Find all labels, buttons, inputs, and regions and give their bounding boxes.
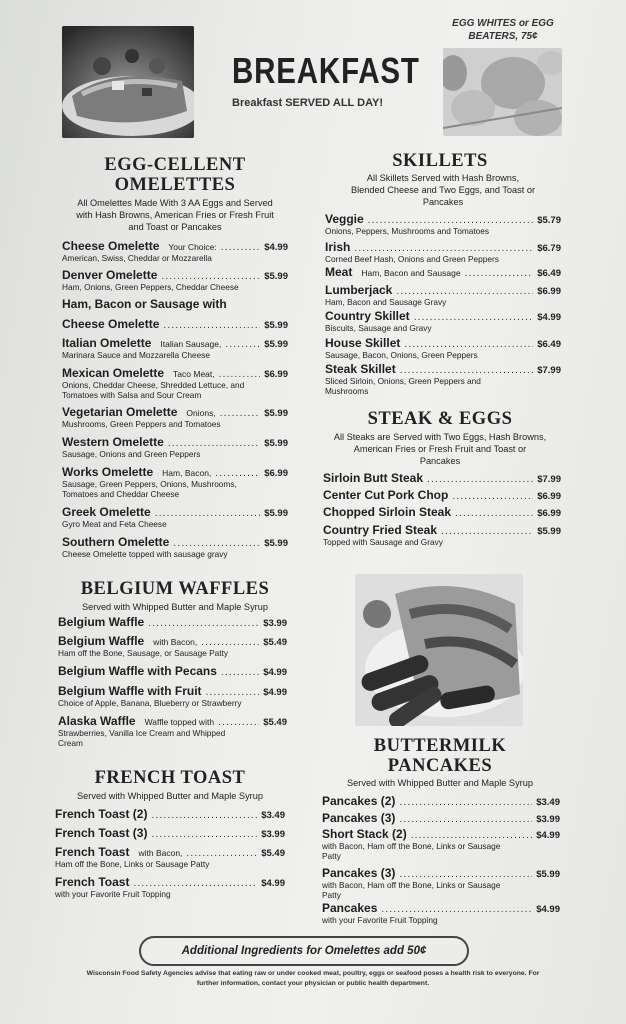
dot-leader xyxy=(381,904,532,915)
dot-leader xyxy=(399,814,532,825)
menu-item xyxy=(62,336,288,360)
menu-item xyxy=(325,309,561,333)
menu-item-row xyxy=(58,634,287,648)
menu-item-description: Ham off the Bone, Links or Sausage Patty xyxy=(55,859,210,869)
menu-item-price: $7.99 xyxy=(537,474,561,485)
menu-item-description: Sausage, Bacon, Onions, Green Peppers xyxy=(325,350,478,360)
dot-leader xyxy=(465,268,534,279)
menu-item-name: Greek Omelette xyxy=(62,505,151,519)
dot-leader xyxy=(215,468,260,479)
menu-item-price: $7.99 xyxy=(537,365,561,376)
menu-item-name: Belgium Waffle xyxy=(58,615,145,629)
menu-item-description: Gyro Meat and Feta Cheese xyxy=(62,519,167,529)
menu-item-name: Pancakes xyxy=(322,901,378,915)
menu-item-row xyxy=(58,615,287,629)
menu-item-row xyxy=(58,714,287,728)
menu-item-name: French Toast xyxy=(55,845,130,859)
menu-item-row xyxy=(322,866,560,880)
menu-item-row xyxy=(62,297,288,311)
omelette-photo xyxy=(62,26,194,138)
menu-item-description: with your Favorite Fruit Topping xyxy=(55,889,171,899)
dot-leader xyxy=(151,810,257,821)
menu-item-name: Steak Skillet xyxy=(325,362,396,376)
menu-item-name: Denver Omelette xyxy=(62,268,158,282)
menu-item-price: $5.49 xyxy=(263,717,287,728)
menu-item-name: Vegetarian Omelette xyxy=(62,405,178,419)
menu-item-price: $5.99 xyxy=(264,408,288,419)
menu-item-row xyxy=(62,435,288,449)
menu-item-description: Ham off the Bone, Sausage, or Sausage Patty xyxy=(58,648,229,658)
menu-item xyxy=(58,634,287,658)
menu-item-name: French Toast (3) xyxy=(55,826,148,840)
omelettes-heading: EGG-CELLENT OMELETTES xyxy=(104,155,246,195)
menu-item-description: Mushrooms, Green Peppers and Tomatoes xyxy=(62,419,221,429)
dot-leader xyxy=(151,829,257,840)
omelettes-description: All Omelettes Made With 3 AA Eggs and Served with Hash Browns, American Fries or Fresh Fruit and Toast or Pancakes xyxy=(76,198,274,232)
dot-leader xyxy=(221,667,259,678)
menu-item-price: $5.99 xyxy=(536,869,560,880)
menu-item-name: Lumberjack xyxy=(325,283,393,297)
menu-item-price: $5.99 xyxy=(264,438,288,449)
menu-item xyxy=(322,811,560,825)
dot-leader xyxy=(173,538,260,549)
pancakes-heading: BUTTERMILK PANCAKES xyxy=(373,736,507,776)
menu-item xyxy=(322,901,560,925)
menu-item xyxy=(325,240,561,264)
menu-item-note: Ham, Bacon, xyxy=(162,468,212,478)
dot-leader xyxy=(414,312,534,323)
menu-item-name: Cheese Omelette xyxy=(62,317,160,331)
menu-item-name: Alaska Waffle xyxy=(58,714,136,728)
menu-item-price: $3.49 xyxy=(261,810,285,821)
menu-item-name: Country Fried Steak xyxy=(323,523,438,537)
menu-item-description: Ham, Onions, Green Peppers, Cheddar Cheese xyxy=(62,282,239,292)
dot-leader xyxy=(225,339,260,350)
menu-item xyxy=(325,283,561,307)
menu-item-note: Waffle topped with xyxy=(144,717,215,727)
menu-item-name: Belgium Waffle with Fruit xyxy=(58,684,202,698)
menu-item xyxy=(325,265,561,279)
menu-item-description: Sausage, Green Peppers, Onions, Mushrooms, Tomatoes and Cheddar Cheese xyxy=(62,479,237,499)
menu-item xyxy=(323,505,561,519)
menu-item-row xyxy=(62,366,288,380)
menu-item xyxy=(58,664,287,678)
menu-item-price: $4.99 xyxy=(263,667,287,678)
menu-item-note: with Bacon, xyxy=(138,848,183,858)
menu-item-row xyxy=(325,309,561,323)
menu-item xyxy=(62,297,288,311)
egg-whites-note: EGG WHITES or EGG BEATERS, 75¢ xyxy=(452,18,554,42)
menu-item-row xyxy=(58,664,287,678)
menu-item-price: $5.79 xyxy=(537,215,561,226)
menu-item xyxy=(323,471,561,485)
menu-item xyxy=(62,435,288,459)
menu-item-price: $4.99 xyxy=(536,904,560,915)
menu-item xyxy=(62,268,288,292)
menu-item-price: $5.99 xyxy=(537,526,561,537)
dot-leader xyxy=(354,243,533,254)
dot-leader xyxy=(396,286,533,297)
menu-item-price: $6.99 xyxy=(264,369,288,380)
menu-item-row xyxy=(322,794,560,808)
menu-item-description: American, Swiss, Cheddar or Mozzarella xyxy=(62,253,212,263)
menu-item xyxy=(62,505,288,529)
pancakes-sausage-photo xyxy=(355,574,523,726)
menu-item-row xyxy=(323,471,561,485)
menu-item-price: $5.99 xyxy=(264,271,288,282)
menu-item-price: $6.99 xyxy=(264,468,288,479)
pancakes-description: Served with Whipped Butter and Maple Syrup xyxy=(347,778,533,788)
menu-item xyxy=(325,362,561,396)
menu-item-name: Pancakes (2) xyxy=(322,794,396,808)
dot-leader xyxy=(368,215,534,226)
dot-leader xyxy=(148,618,259,629)
menu-item-name: Chopped Sirloin Steak xyxy=(323,505,452,519)
menu-item-row xyxy=(322,827,560,841)
menu-item-price: $5.99 xyxy=(264,508,288,519)
menu-item xyxy=(322,794,560,808)
steak-eggs-description: All Steaks are Served with Two Eggs, Hash Browns, American Fries or Fresh Fruit and Toast or Pancakes xyxy=(333,432,547,466)
menu-item-name: Works Omelette xyxy=(62,465,154,479)
dot-leader xyxy=(441,526,533,537)
menu-item-price: $4.99 xyxy=(537,312,561,323)
menu-item-name: French Toast xyxy=(55,875,130,889)
menu-item-name: Italian Omelette xyxy=(62,336,152,350)
menu-item xyxy=(58,615,287,629)
menu-item-description: Ham, Bacon and Sausage Gravy xyxy=(325,297,447,307)
menu-item-name: Ham, Bacon or Sausage with xyxy=(62,297,227,311)
menu-item xyxy=(323,523,561,547)
menu-item-row xyxy=(55,826,285,840)
dot-leader xyxy=(161,271,260,282)
menu-item-price: $5.99 xyxy=(264,538,288,549)
menu-item-name: Belgium Waffle with Pecans xyxy=(58,664,217,678)
menu-item-note: Italian Sausage, xyxy=(160,339,222,349)
menu-item-description: Onions, Peppers, Mushrooms and Tomatoes xyxy=(325,226,490,236)
menu-item-name: Meat xyxy=(325,265,353,279)
menu-item-name: Veggie xyxy=(325,212,364,226)
menu-item-name: Belgium Waffle xyxy=(58,634,145,648)
additional-ingredients-note: Additional Ingredients for Omelettes add 50¢ xyxy=(139,936,469,966)
menu-item xyxy=(55,826,285,840)
dot-leader xyxy=(399,869,532,880)
menu-item-price: $5.49 xyxy=(263,637,287,648)
menu-item-description: Topped with Sausage and Gravy xyxy=(323,537,443,547)
menu-item-row xyxy=(62,268,288,282)
waffles-heading: BELGIUM WAFFLES xyxy=(80,579,270,599)
menu-item-description: Biscuits, Sausage and Gravy xyxy=(325,323,432,333)
menu-item-note: Your Choice: xyxy=(168,242,217,252)
menu-item-description: with Bacon, Ham off the Bone, Links or Sausage Patty xyxy=(322,841,501,861)
menu-item-name: Pancakes (3) xyxy=(322,866,396,880)
dot-leader xyxy=(219,369,261,380)
menu-item-description: Choice of Apple, Banana, Blueberry or Strawberry xyxy=(58,698,242,708)
menu-item-price: $5.49 xyxy=(261,848,285,859)
menu-item xyxy=(62,366,288,400)
menu-item-row xyxy=(325,283,561,297)
menu-item-price: $6.49 xyxy=(537,339,561,350)
menu-item xyxy=(325,336,561,360)
menu-item-price: $6.99 xyxy=(537,508,561,519)
menu-item-row xyxy=(325,212,561,226)
menu-item-price: $6.49 xyxy=(537,268,561,279)
menu-item-row xyxy=(325,265,561,279)
menu-item xyxy=(322,866,560,900)
menu-item-row xyxy=(62,465,288,479)
menu-item-price: $4.99 xyxy=(261,878,285,889)
page-subtitle: Breakfast SERVED ALL DAY! xyxy=(232,97,383,109)
menu-item xyxy=(62,239,288,263)
menu-item-row xyxy=(55,875,285,889)
menu-item-price: $5.99 xyxy=(264,320,288,331)
dot-leader xyxy=(163,320,260,331)
food-safety-disclaimer: Wisconsin Food Safety Agencies advise that eating raw or under cooked meat, poultry, eggs or seafood poses a health risk to everyone. For further information, contact your physician or public health department. xyxy=(86,970,540,987)
dot-leader xyxy=(201,637,259,648)
skillets-heading: SKILLETS xyxy=(392,151,488,171)
dot-leader xyxy=(218,717,259,728)
dot-leader xyxy=(404,339,533,350)
menu-item xyxy=(323,488,561,502)
menu-item-row xyxy=(62,239,288,253)
menu-item-description: Marinara Sauce and Mozzarella Cheese xyxy=(62,350,211,360)
dot-leader xyxy=(155,508,261,519)
menu-item-row xyxy=(62,405,288,419)
menu-item-name: Center Cut Pork Chop xyxy=(323,488,449,502)
menu-item-description: with your Favorite Fruit Topping xyxy=(322,915,438,925)
menu-item-name: Cheese Omelette xyxy=(62,239,160,253)
dot-leader xyxy=(133,878,257,889)
menu-item xyxy=(62,317,288,331)
menu-item-row xyxy=(322,811,560,825)
steak-eggs-heading: STEAK & EGGS xyxy=(367,409,513,429)
menu-item-price: $4.99 xyxy=(264,242,288,253)
menu-item-description: Cheese Omelette topped with sausage gravy xyxy=(62,549,228,559)
menu-item-row xyxy=(55,807,285,821)
menu-item-price: $6.99 xyxy=(537,491,561,502)
menu-item xyxy=(58,684,287,708)
page-title: BREAKFAST xyxy=(232,50,420,91)
dot-leader xyxy=(399,797,532,808)
menu-item xyxy=(55,875,285,899)
dot-leader xyxy=(220,408,261,419)
french-toast-heading: FRENCH TOAST xyxy=(94,768,246,788)
menu-item-row xyxy=(62,535,288,549)
menu-item xyxy=(62,465,288,499)
dot-leader xyxy=(452,491,533,502)
skillets-description: All Skillets Served with Hash Browns, Blended Cheese and Two Eggs, and Toast or Pancakes xyxy=(350,173,536,207)
menu-item-row xyxy=(62,317,288,331)
menu-item-row xyxy=(325,362,561,376)
menu-item-row xyxy=(323,505,561,519)
menu-item-description: Strawberries, Vanilla Ice Cream and Whipped Cream xyxy=(58,728,226,748)
menu-item-row xyxy=(58,684,287,698)
dot-leader xyxy=(221,242,260,253)
waffles-description: Served with Whipped Butter and Maple Syrup xyxy=(82,602,268,612)
menu-item xyxy=(322,827,560,861)
menu-item-note: Ham, Bacon and Sausage xyxy=(361,268,461,278)
dot-leader xyxy=(455,508,533,519)
menu-item-row xyxy=(325,336,561,350)
menu-item-note: with Bacon, xyxy=(153,637,198,647)
menu-item-name: Southern Omelette xyxy=(62,535,170,549)
menu-item-price: $6.99 xyxy=(537,286,561,297)
dot-leader xyxy=(186,848,257,859)
menu-item-name: Western Omelette xyxy=(62,435,164,449)
menu-item-note: Taco Meat, xyxy=(173,369,215,379)
menu-item-name: House Skillet xyxy=(325,336,401,350)
menu-item xyxy=(58,714,287,748)
menu-item-description: Sliced Sirloin, Onions, Green Peppers and Mushrooms xyxy=(325,376,481,396)
menu-item-name: Short Stack (2) xyxy=(322,827,407,841)
menu-item-row xyxy=(62,505,288,519)
french-toast-description: Served with Whipped Butter and Maple Syrup xyxy=(77,791,263,801)
menu-item-note: Onions, xyxy=(186,408,216,418)
menu-item xyxy=(325,212,561,236)
menu-item-price: $3.99 xyxy=(263,618,287,629)
menu-item-name: Irish xyxy=(325,240,351,254)
menu-item-price: $3.99 xyxy=(261,829,285,840)
menu-item-description: Onions, Cheddar Cheese, Shredded Lettuce, and Tomatoes with Salsa and Sour Cream xyxy=(62,380,245,400)
menu-item-price: $5.99 xyxy=(264,339,288,350)
menu-item-row xyxy=(55,845,285,859)
menu-item-name: Pancakes (3) xyxy=(322,811,396,825)
menu-item-description: Corned Beef Hash, Onions and Green Peppers xyxy=(325,254,499,264)
menu-item-name: Sirloin Butt Steak xyxy=(323,471,424,485)
menu-item-row xyxy=(323,488,561,502)
dot-leader xyxy=(400,365,534,376)
menu-item-price: $6.79 xyxy=(537,243,561,254)
menu-item xyxy=(62,535,288,559)
menu-item-row xyxy=(323,523,561,537)
menu-item-row xyxy=(62,336,288,350)
menu-item-description: with Bacon, Ham off the Bone, Links or Sausage Patty xyxy=(322,880,501,900)
menu-item-name: French Toast (2) xyxy=(55,807,148,821)
menu-item-price: $4.99 xyxy=(263,687,287,698)
menu-item-description: Sausage, Onions and Green Peppers xyxy=(62,449,201,459)
menu-item-price: $4.99 xyxy=(536,830,560,841)
dot-leader xyxy=(168,438,260,449)
menu-item-row xyxy=(325,240,561,254)
menu-item-row xyxy=(322,901,560,915)
menu-item xyxy=(62,405,288,429)
dot-leader xyxy=(427,474,533,485)
menu-item-name: Mexican Omelette xyxy=(62,366,165,380)
dot-leader xyxy=(411,830,533,841)
menu-item xyxy=(55,807,285,821)
menu-item-name: Country Skillet xyxy=(325,309,410,323)
menu-item xyxy=(55,845,285,869)
menu-item-price: $3.49 xyxy=(536,797,560,808)
dot-leader xyxy=(206,687,260,698)
menu-item-price: $3.99 xyxy=(536,814,560,825)
eggs-photo xyxy=(443,48,562,136)
